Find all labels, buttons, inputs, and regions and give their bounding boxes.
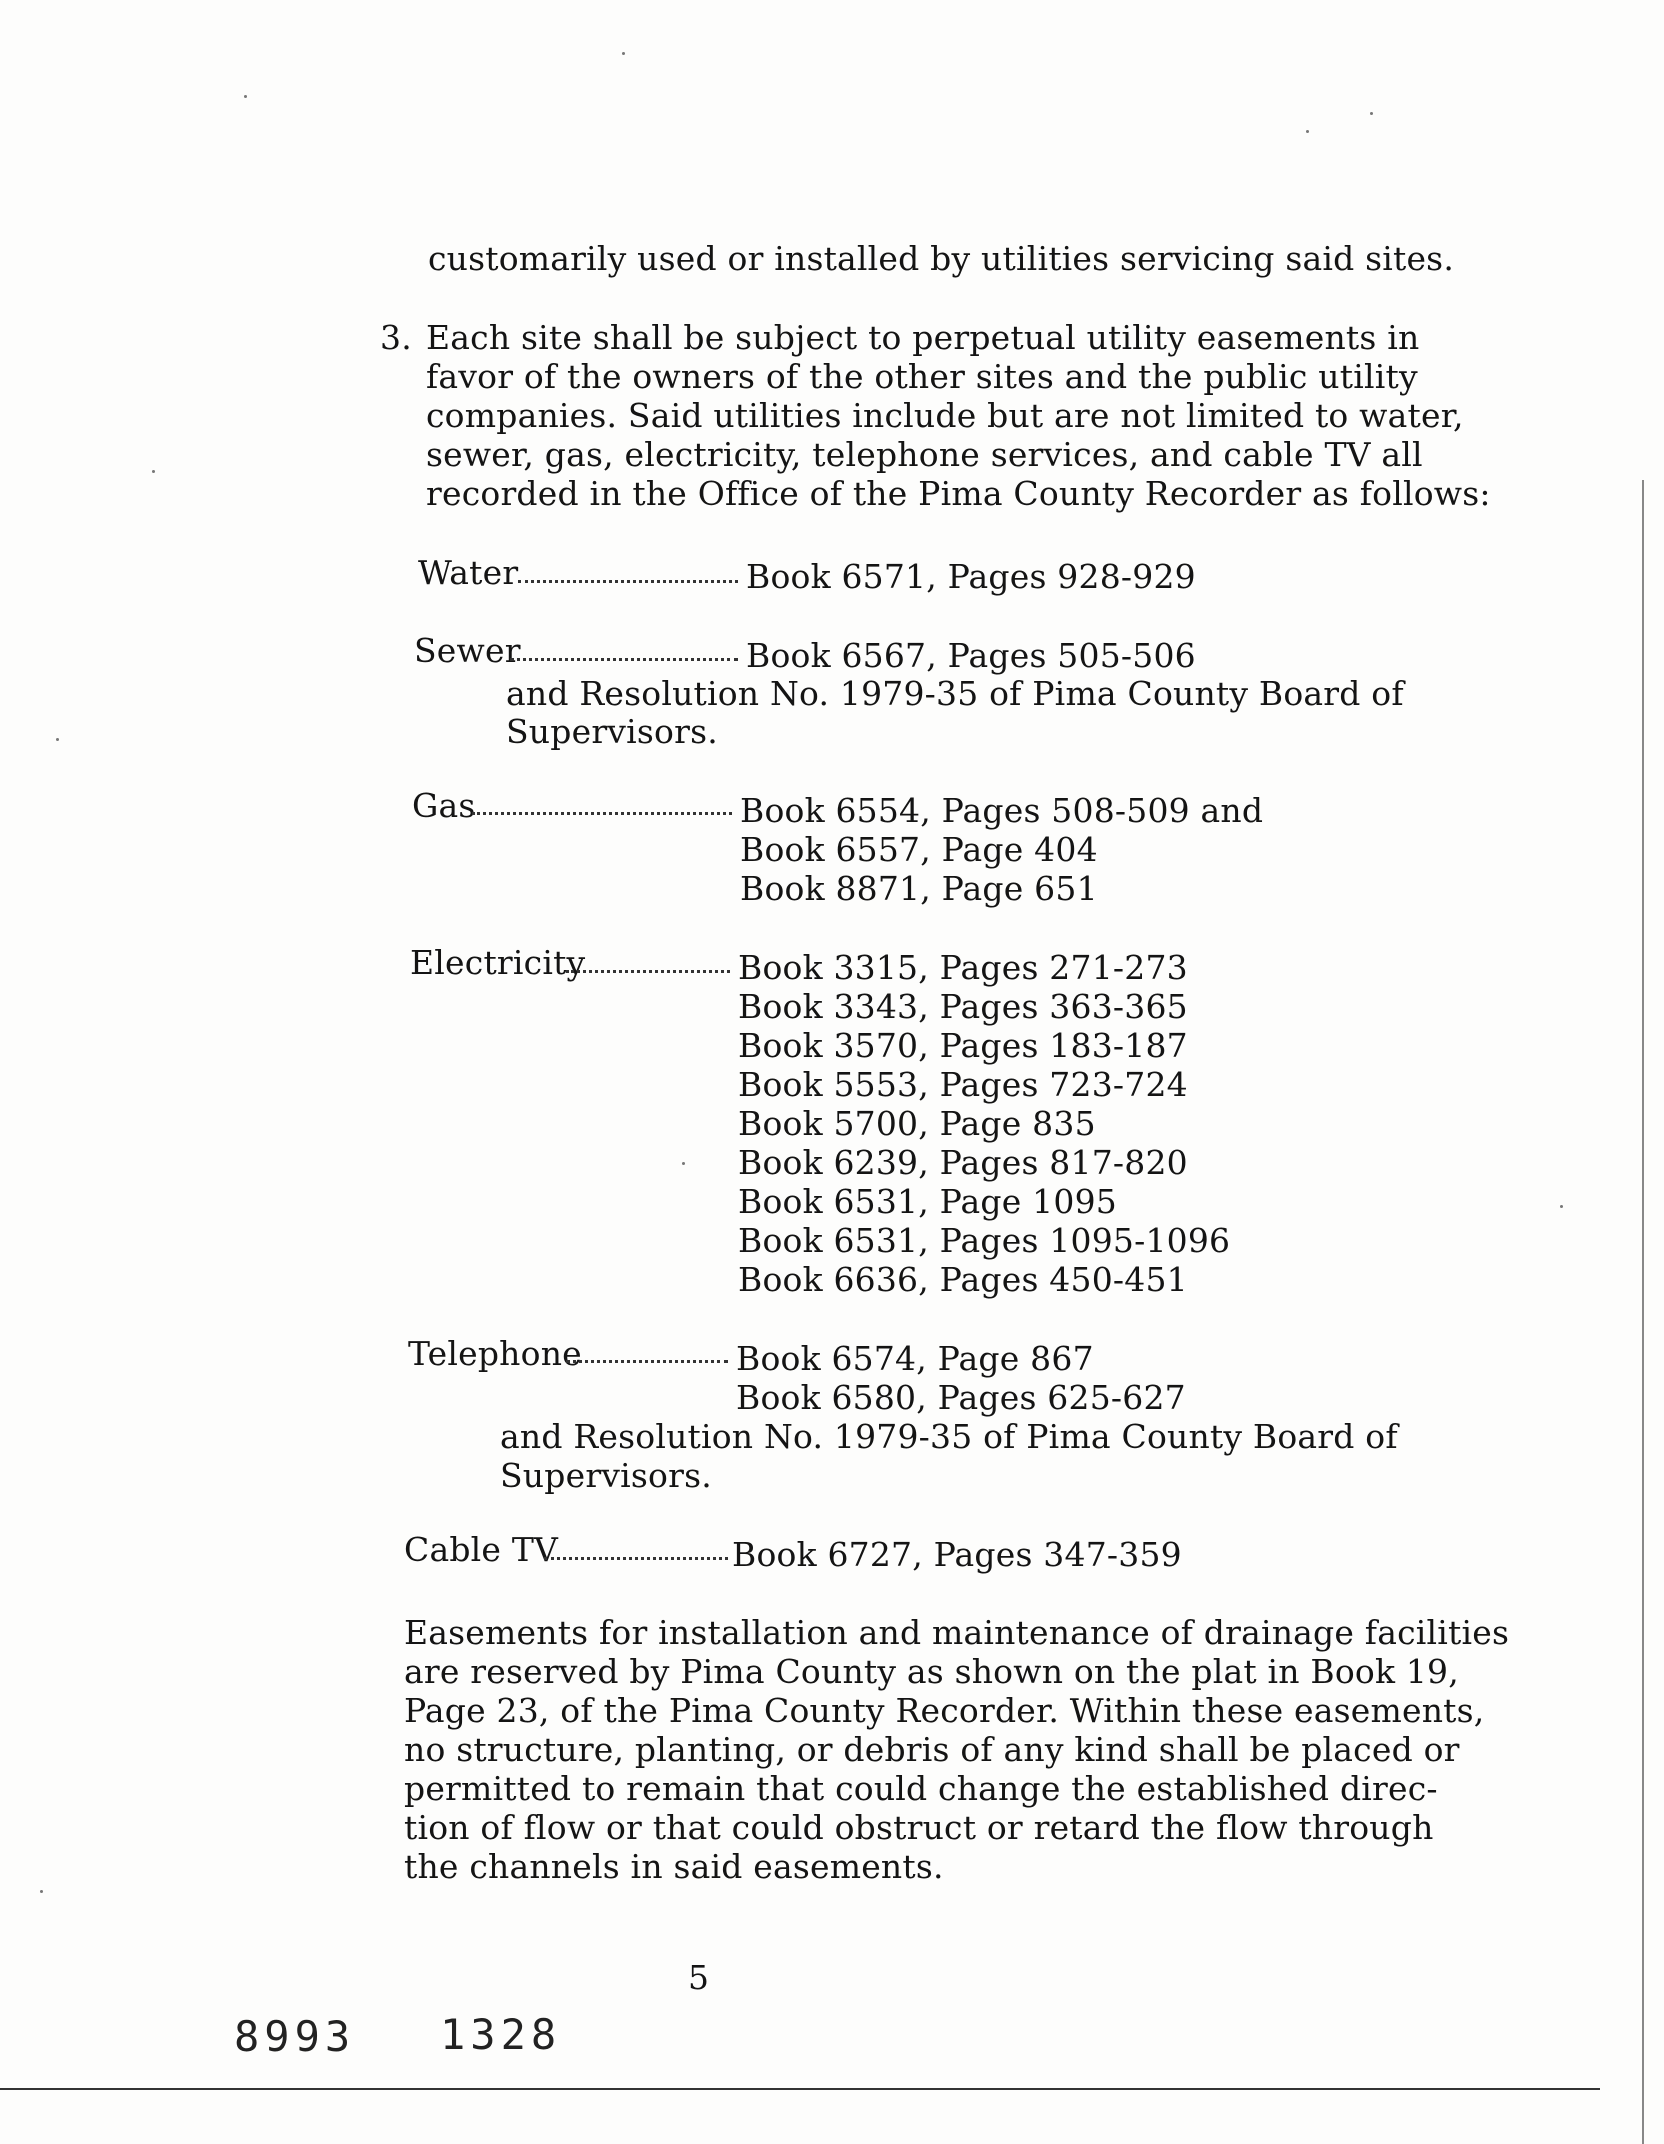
- book-reference: Book 6580, Pages 625-627: [736, 1378, 1186, 1417]
- book-reference: Book 6239, Pages 817-820: [738, 1143, 1188, 1182]
- drainage-line: no structure, planting, or debris of any kind shall be placed or: [404, 1730, 1460, 1769]
- dot-leader: [566, 970, 730, 973]
- section-3-line: recorded in the Office of the Pima County Recorder as follows:: [426, 474, 1491, 513]
- scan-speck: [244, 95, 247, 98]
- book-reference: Book 8871, Page 651: [740, 869, 1098, 908]
- book-reference: Book 6554, Pages 508-509 and: [740, 791, 1264, 830]
- book-reference: Book 3570, Pages 183-187: [738, 1026, 1188, 1065]
- book-reference: Book 6567, Pages 505-506: [746, 636, 1196, 675]
- book-reference: Book 6531, Pages 1095-1096: [738, 1221, 1231, 1260]
- utility-label-telephone: Telephone: [408, 1334, 582, 1373]
- drainage-line: the channels in said easements.: [404, 1847, 944, 1886]
- scan-speck: [40, 1890, 43, 1893]
- utility-label-cable-tv: Cable TV: [404, 1530, 559, 1569]
- section-3-line: companies. Said utilities include but are not limited to water,: [426, 396, 1464, 435]
- book-reference: Book 6574, Page 867: [736, 1339, 1094, 1378]
- book-reference: Book 6571, Pages 928-929: [746, 557, 1196, 596]
- book-reference: Book 3315, Pages 271-273: [738, 948, 1188, 987]
- book-reference: Book 6636, Pages 450-451: [738, 1260, 1188, 1299]
- section-3-line: favor of the owners of the other sites and the public utility: [426, 357, 1418, 396]
- dot-leader: [566, 1360, 728, 1363]
- recording-docket-number: 8993: [234, 2012, 356, 2061]
- book-reference: Book 5700, Page 835: [738, 1104, 1096, 1143]
- resolution-note: and Resolution No. 1979-35 of Pima County Board of: [500, 1417, 1398, 1456]
- recording-page-number: 1328: [440, 2010, 562, 2059]
- book-reference: Book 6531, Page 1095: [738, 1182, 1117, 1221]
- drainage-line: permitted to remain that could change the established direc-: [404, 1769, 1438, 1808]
- resolution-note: and Resolution No. 1979-35 of Pima County Board of: [506, 674, 1404, 713]
- scan-speck: [152, 470, 155, 473]
- utility-label-electricity: Electricity: [410, 943, 586, 982]
- scan-speck: [1370, 112, 1373, 115]
- resolution-note: Supervisors.: [506, 712, 718, 751]
- dot-leader: [518, 580, 738, 583]
- dot-leader: [510, 658, 738, 661]
- scan-speck: [622, 52, 625, 55]
- bottom-rule: [0, 2088, 1600, 2090]
- book-reference: Book 6557, Page 404: [740, 830, 1098, 869]
- drainage-line: tion of flow or that could obstruct or retard the flow through: [404, 1808, 1434, 1847]
- scan-edge-line: [1642, 480, 1644, 2144]
- section-3-line: sewer, gas, electricity, telephone services, and cable TV all: [426, 435, 1423, 474]
- dot-leader: [544, 1557, 728, 1560]
- scan-speck: [1306, 130, 1309, 133]
- utility-label-sewer: Sewer: [414, 631, 521, 670]
- drainage-line: are reserved by Pima County as shown on the plat in Book 19,: [404, 1652, 1459, 1691]
- book-reference: Book 5553, Pages 723-724: [738, 1065, 1188, 1104]
- utility-label-water: Water: [418, 553, 519, 592]
- resolution-note: Supervisors.: [500, 1456, 712, 1495]
- scan-speck: [682, 1162, 685, 1165]
- dot-leader: [472, 812, 732, 815]
- drainage-line: Easements for installation and maintenance of drainage facilities: [404, 1613, 1510, 1652]
- scan-speck: [56, 738, 59, 741]
- section-number: 3.: [380, 318, 412, 357]
- intro-line: customarily used or installed by utilities servicing said sites.: [428, 239, 1455, 278]
- book-reference: Book 3343, Pages 363-365: [738, 987, 1188, 1026]
- book-reference: Book 6727, Pages 347-359: [732, 1535, 1182, 1574]
- section-3-line: Each site shall be subject to perpetual utility easements in: [426, 318, 1420, 357]
- utility-label-gas: Gas: [412, 786, 476, 825]
- scan-speck: [1560, 1205, 1563, 1208]
- page-number: 5: [688, 1958, 710, 1997]
- drainage-line: Page 23, of the Pima County Recorder. Within these easements,: [404, 1691, 1485, 1730]
